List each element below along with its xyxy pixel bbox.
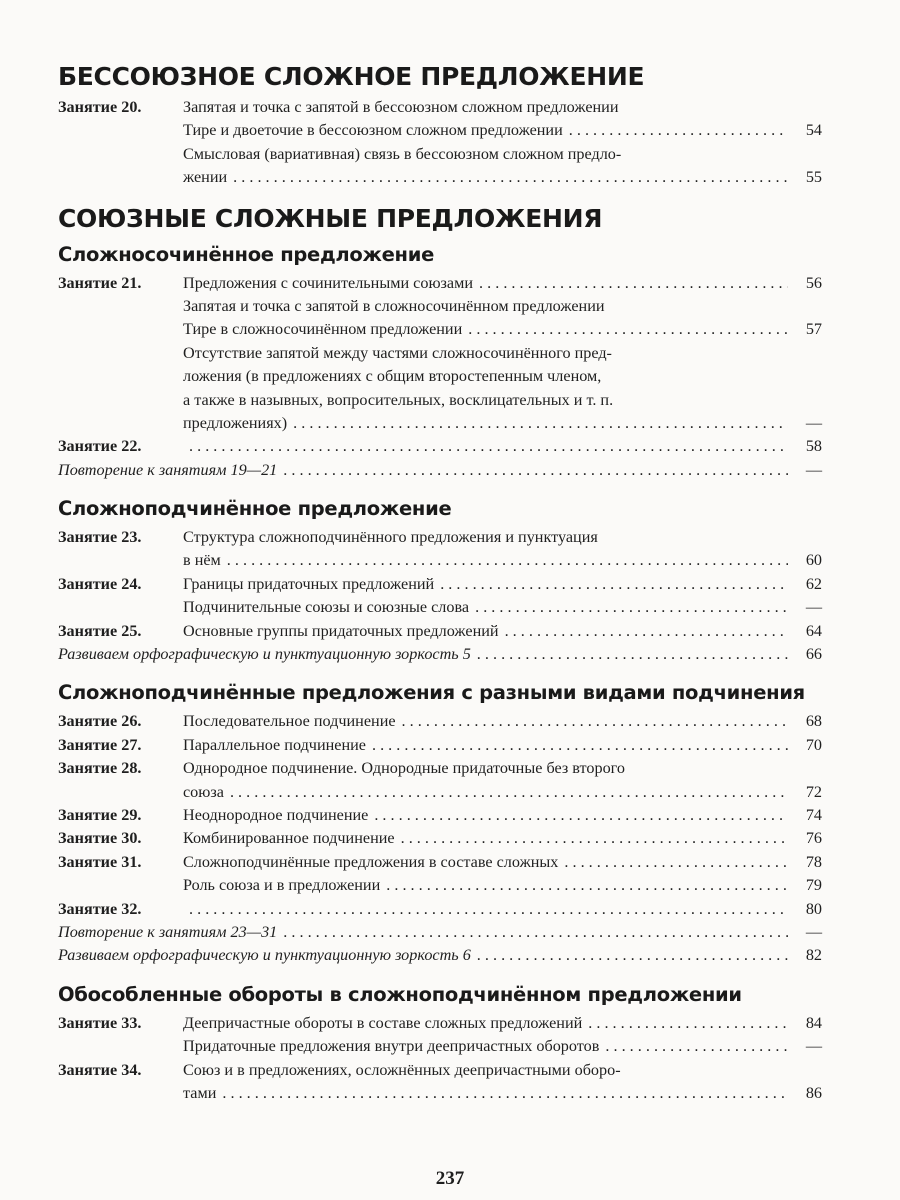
dot-leader [475,596,788,619]
toc-entry [58,412,822,435]
lesson-label: Занятие 30. [58,829,142,848]
toc-entry [58,435,822,458]
section-gap [58,482,822,492]
entry-title: ложения (в предложениях с общим второстепенным членом, [183,367,602,386]
dot-leader [401,827,788,850]
toc-entry [58,734,822,757]
dot-leader [605,1035,788,1058]
entry-page: 76 [805,829,822,848]
entry-title: Повторение к занятиям 23—31 [58,922,278,941]
section-heading: Сложносочинённое предложение [58,242,435,266]
entry-page: 74 [805,805,822,824]
dot-leader [386,874,788,897]
entry-page: 68 [805,712,822,731]
chapter-heading: СОЮЗНЫЕ СЛОЖНЫЕ ПРЕДЛОЖЕНИЯ [58,203,603,233]
entry-page: — [805,413,822,432]
dot-leader [227,549,788,572]
lesson-label: Занятие 28. [58,759,142,778]
entry-title: Предложения с сочинительными союзами [183,273,474,292]
lesson-label: Занятие 26. [58,712,142,731]
toc-entry [58,596,822,619]
toc-entry [58,526,822,549]
toc-entry [58,851,822,874]
toc-entry [58,874,822,897]
toc-entry [58,365,822,388]
dot-leader [564,851,788,874]
entry-page: 62 [805,574,822,593]
dot-leader [440,573,788,596]
section-gap [58,968,822,978]
entry-title: Повторение к занятиям 19—21 [58,460,278,479]
lesson-label: Занятие 23. [58,528,142,547]
dot-leader [189,435,788,458]
entry-title: Смысловая (вариативная) связь в бессоюзном сложном предло- [183,144,622,163]
entry-title: Придаточные предложения внутри деепричастных оборотов [183,1037,600,1056]
lesson-label: Занятие 29. [58,805,142,824]
entry-page: — [805,598,822,617]
dot-leader [477,643,788,666]
entry-title: Запятая и точка с запятой в сложносочинённом предложении [183,296,605,315]
toc-entry [58,1012,822,1035]
entry-title: в нём [183,551,221,570]
toc-entry [58,804,822,827]
section-heading: Сложноподчинённое предложение [58,497,452,521]
toc-entry [58,549,822,572]
dot-leader [283,921,788,944]
toc-entry [58,1059,822,1082]
toc-entry [58,620,822,643]
toc-entry [58,119,822,142]
entry-page: 80 [805,899,822,918]
toc-entry [58,710,822,733]
entry-page: — [805,1037,822,1056]
entry-title: Неоднородное подчинение [183,805,369,824]
entry-title: Сложноподчинённые предложения в составе сложных [183,852,559,871]
entry-page: 57 [805,320,822,339]
entry-title: Запятая и точка с запятой в бессоюзном сложном предложении [183,98,619,116]
entry-title: Развиваем орфографическую и пунктуационную зоркость 6 [58,946,471,965]
lesson-label: Занятие 22. [58,437,142,456]
entry-page: — [805,460,822,479]
table-of-contents [58,58,822,1105]
entry-title: Однородное подчинение. Однородные придаточные без второго [183,759,626,778]
dot-leader [283,459,788,482]
entry-page: 82 [805,946,822,965]
toc-entry [58,295,822,318]
lesson-label: Занятие 32. [58,899,142,918]
lesson-label: Занятие 33. [58,1013,142,1032]
dot-leader [374,804,788,827]
entry-title: Границы придаточных предложений [183,574,435,593]
lesson-label: Занятие 21. [58,273,142,292]
dot-leader [477,944,788,967]
dot-leader [569,119,788,142]
entry-title: а также в назывных, вопросительных, восклицательных и т. п. [183,390,614,409]
entry-page: 64 [805,621,822,640]
entry-page: 72 [805,782,822,801]
dot-leader [233,166,788,189]
entry-title: Основные группы придаточных предложений [183,621,499,640]
dot-leader [402,710,788,733]
entry-title: тами [183,1083,217,1102]
chapter-heading: БЕССОЮЗНОЕ СЛОЖНОЕ ПРЕДЛОЖЕНИЕ [58,62,645,91]
entry-title: Роль союза и в предложении [183,876,381,895]
toc-entry [58,898,822,921]
toc-entry [58,166,822,189]
toc-entry [58,643,822,666]
dot-leader [293,412,788,435]
dot-leader [222,1082,788,1105]
toc-entry [58,827,822,850]
toc-entry [58,573,822,596]
lesson-label: Занятие 27. [58,735,142,754]
entry-page: 70 [805,735,822,754]
toc-entry [58,318,822,341]
entry-page: 86 [805,1083,822,1102]
entry-page: 54 [805,121,822,140]
toc-entry [58,944,822,967]
entry-title: Отсутствие запятой между частями сложносочинённого пред- [183,343,612,362]
entry-page: 60 [805,551,822,570]
toc-entry [58,389,822,412]
lesson-label: Занятие 20. [58,98,142,116]
entry-page: — [805,922,822,941]
entry-page: 84 [805,1013,822,1032]
page-number: 237 [435,1168,465,1189]
toc-entry [58,272,822,295]
dot-leader [588,1012,788,1035]
toc-entry [58,921,822,944]
toc-entry [58,1082,822,1105]
section-heading: Сложноподчинённые предложения с разными видами подчинения [58,681,805,705]
entry-title: жении [183,168,228,187]
entry-title: предложениях) [183,413,288,432]
toc-entry [58,757,822,780]
entry-page: 79 [805,876,822,895]
toc-entry [58,459,822,482]
entry-title: Развиваем орфографическую и пунктуационную зоркость 5 [58,645,471,664]
entry-title: Деепричастные обороты в составе сложных предложений [183,1013,583,1032]
toc-entry [58,143,822,166]
toc-entry [58,96,822,119]
dot-leader [372,734,788,757]
entry-title: Последовательное подчинение [183,712,396,731]
section-heading: Обособленные обороты в сложноподчинённом предложении [58,982,742,1006]
entry-title: Союз и в предложениях, осложнённых деепричастными оборо- [183,1060,621,1079]
entry-title: Структура сложноподчинённого предложения и пунктуация [183,528,598,547]
dot-leader [189,898,788,921]
dot-leader [505,620,788,643]
entry-title: союза [183,782,224,801]
section-gap [58,190,822,200]
entry-page: 56 [805,273,822,292]
entry-page: 55 [805,168,822,187]
entry-title: Подчинительные союзы и союзные слова [183,598,470,617]
entry-page: 78 [805,852,822,871]
dot-leader [468,318,788,341]
entry-page: 66 [805,645,822,664]
toc-entry [58,342,822,365]
entry-title: Параллельное подчинение [183,735,366,754]
entry-title: Комбинированное подчинение [183,829,395,848]
dot-leader [479,272,788,295]
lesson-label: Занятие 31. [58,852,142,871]
section-gap [58,666,822,676]
lesson-label: Занятие 24. [58,574,142,593]
toc-entry [58,1035,822,1058]
toc-entry [58,781,822,804]
lesson-label: Занятие 34. [58,1060,142,1079]
dot-leader [230,781,788,804]
lesson-label: Занятие 25. [58,621,142,640]
entry-page: 58 [805,437,822,456]
entry-title: Тире в сложносочинённом предложении [183,320,463,339]
entry-title: Тире и двоеточие в бессоюзном сложном предложении [183,121,563,140]
